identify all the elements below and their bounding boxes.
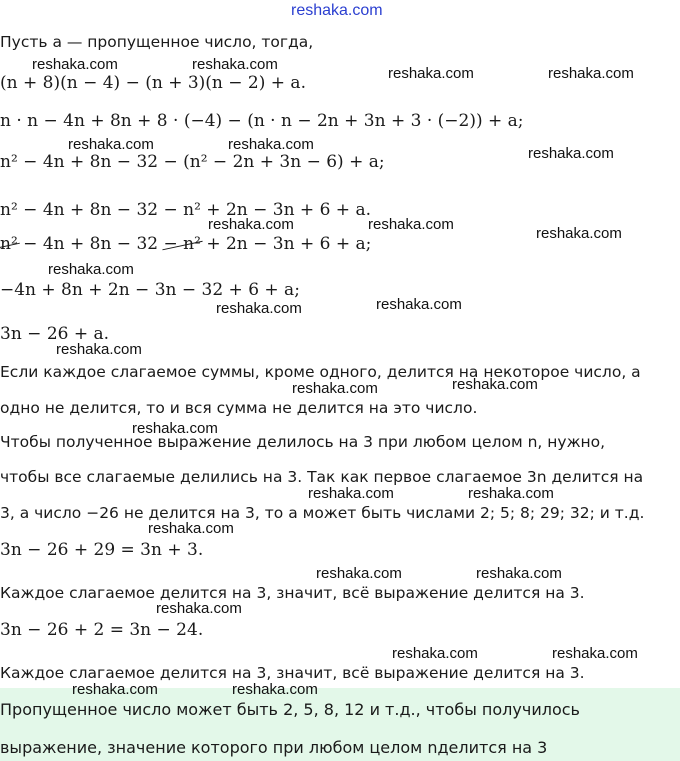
expression-9: 3n − 26 + 2 = 3n − 24. (0, 620, 204, 640)
expression-2: n · n − 4n + 8n + 8 · (−4) − (n · n − 2n + 3n + 3 · (−2)) + a; (0, 111, 524, 131)
expression-6: −4n + 8n + 2n − 3n − 32 + 6 + a; (0, 280, 300, 300)
watermark: reshaka.com (68, 136, 154, 153)
watermark: reshaka.com (48, 261, 134, 278)
watermark: reshaka.com (368, 216, 454, 233)
watermark: reshaka.com (528, 145, 614, 162)
watermark: reshaka.com (156, 600, 242, 617)
watermark: reshaka.com (132, 420, 218, 437)
expression-1: (n + 8)(n − 4) − (n + 3)(n − 2) + a. (0, 73, 306, 93)
paragraph-2-line-3: 3, а число −26 не делится на 3, то a может быть числами 2; 5; 8; 29; 32; и т.д. (0, 504, 645, 522)
answer-line-1: Пропущенное число может быть 2, 5, 8, 12 и т.д., чтобы получилось (0, 700, 580, 719)
expression-5-part: − 4n + 8n − 32 (17, 234, 159, 254)
watermark: reshaka.com (452, 376, 538, 393)
cancelled-term: − n² (163, 234, 201, 254)
watermark: reshaka.com (548, 65, 634, 82)
watermark: reshaka.com (392, 645, 478, 662)
site-header-link[interactable]: reshaka.com (291, 2, 383, 19)
paragraph-1-line-2: одно не делится, то и вся сумма не делится на это число. (0, 399, 478, 417)
watermark: reshaka.com (316, 565, 402, 582)
paragraph-1-line-1: Если каждое слагаемое суммы, кроме одного, делится на некоторое число, а (0, 363, 641, 381)
watermark: reshaka.com (376, 296, 462, 313)
watermark: reshaka.com (292, 380, 378, 397)
answer-line-2: выражение, значение которого при любом целом nделится на 3 (0, 738, 548, 757)
intro-text: Пусть a — пропущенное число, тогда, (0, 33, 314, 51)
expression-5 (0, 234, 371, 254)
conclusion-1: Каждое слагаемое делится на 3, значит, всё выражение делится на 3. (0, 584, 585, 602)
expression-5-rest: + 2n − 3n + 6 + a; (200, 234, 372, 254)
watermark: reshaka.com (476, 565, 562, 582)
watermark: reshaka.com (552, 645, 638, 662)
watermark: reshaka.com (388, 65, 474, 82)
watermark: reshaka.com (536, 225, 622, 242)
watermark: reshaka.com (228, 136, 314, 153)
paragraph-2-line-1: Чтобы полученное выражение делилось на 3 при любом целом n, нужно, (0, 433, 606, 451)
watermark: reshaka.com (468, 485, 554, 502)
paragraph-2-line-2: чтобы все слагаемые делились на 3. Так как первое слагаемое 3n делится на (0, 468, 644, 486)
cancelled-term: n² (0, 234, 18, 254)
expression-8: 3n − 26 + 29 = 3n + 3. (0, 540, 204, 560)
expression-3: n² − 4n + 8n − 32 − (n² − 2n + 3n − 6) + a; (0, 152, 385, 172)
watermark: reshaka.com (232, 681, 318, 698)
watermark: reshaka.com (208, 216, 294, 233)
watermark: reshaka.com (216, 300, 302, 317)
watermark: reshaka.com (148, 520, 234, 537)
watermark: reshaka.com (72, 681, 158, 698)
expression-4: n² − 4n + 8n − 32 − n² + 2n − 3n + 6 + a. (0, 200, 371, 220)
watermark: reshaka.com (192, 56, 278, 73)
expression-7: 3n − 26 + a. (0, 324, 110, 344)
watermark: reshaka.com (32, 56, 118, 73)
watermark: reshaka.com (308, 485, 394, 502)
conclusion-2: Каждое слагаемое делится на 3, значит, всё выражение делится на 3. (0, 664, 585, 682)
watermark: reshaka.com (56, 341, 142, 358)
